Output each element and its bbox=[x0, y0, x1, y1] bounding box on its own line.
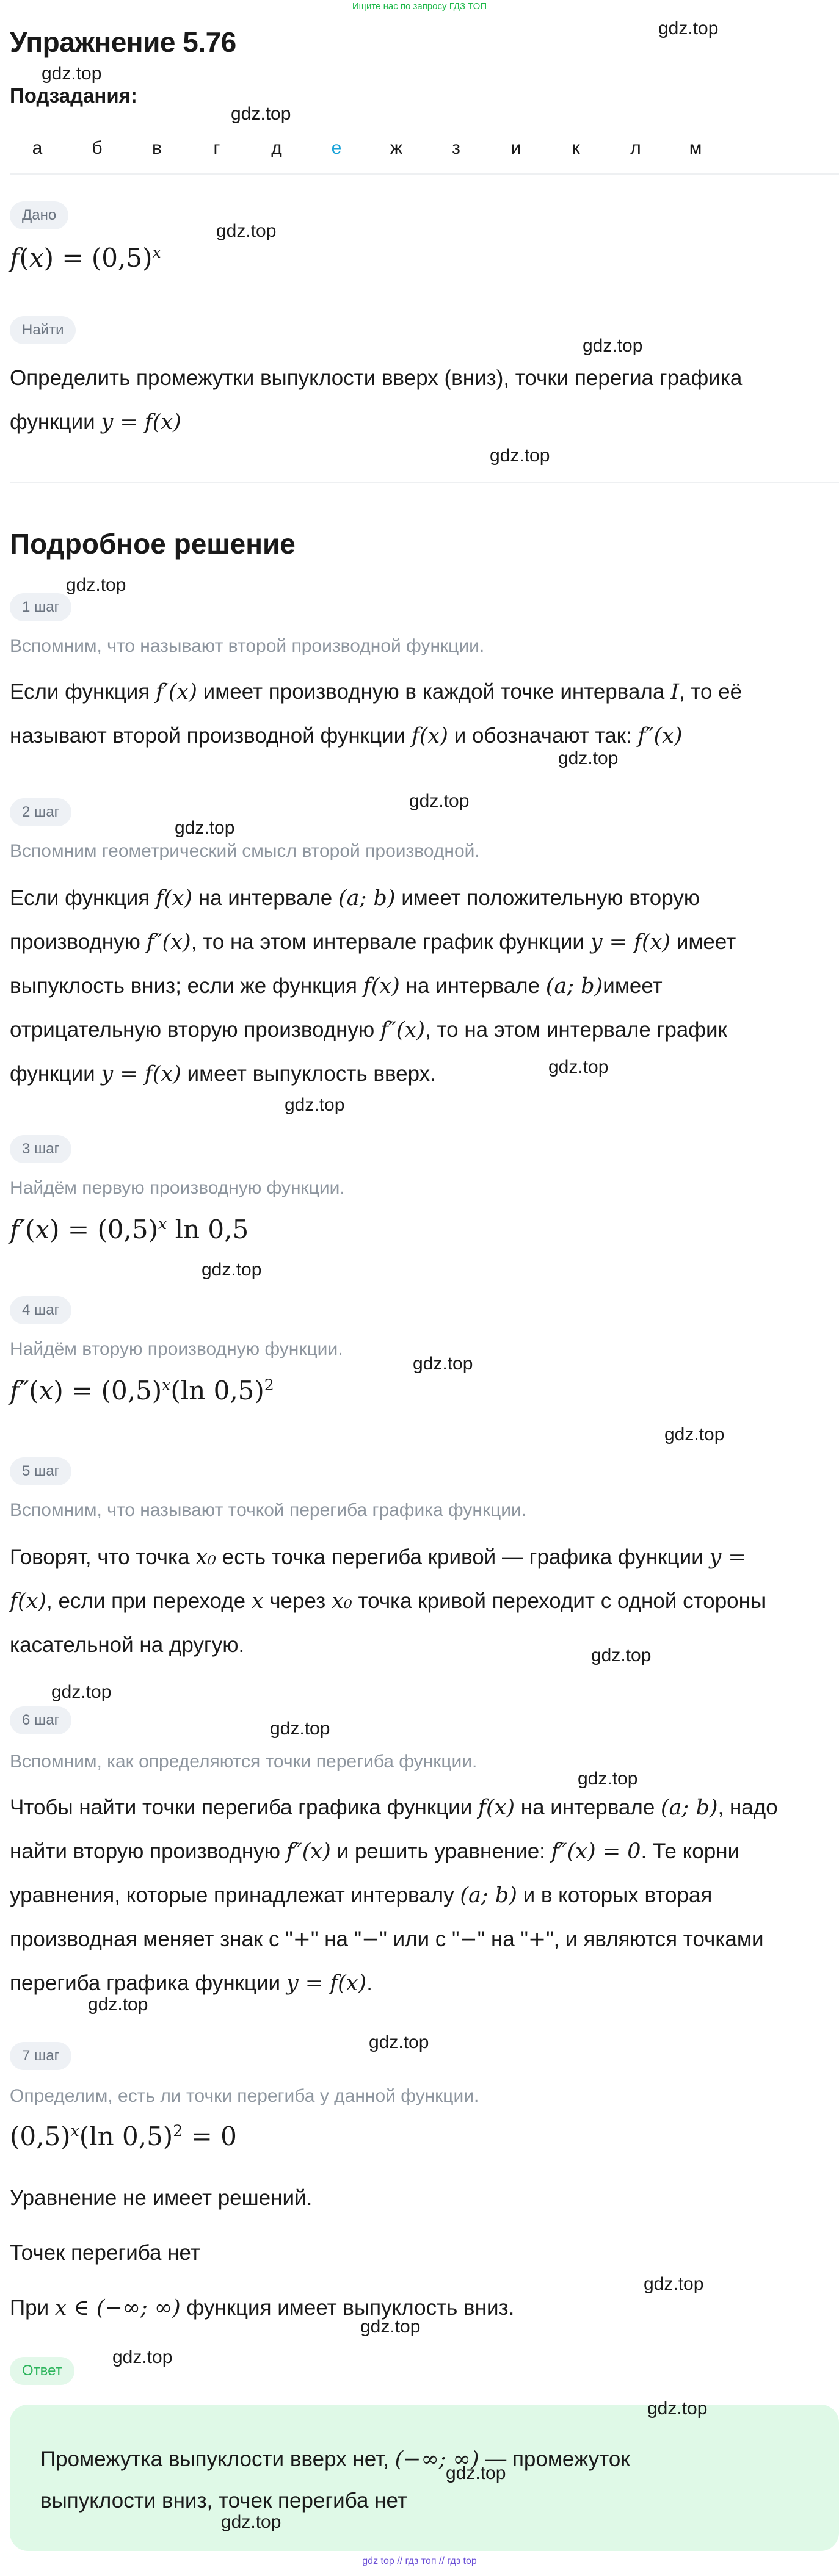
watermark: gdz.top bbox=[664, 1424, 725, 1445]
watermark: gdz.top bbox=[285, 1095, 345, 1115]
watermark: gdz.top bbox=[270, 1719, 330, 1739]
given-pill: Дано bbox=[10, 201, 68, 229]
subtasks-label: Подзадания: bbox=[10, 84, 137, 107]
step-4-formula: $f''(x) = (0,5)^x(\ln$ 0,5)$^2$ bbox=[10, 1376, 274, 1405]
step-7-line-1: Уравнение не имеет решений. bbox=[10, 2186, 313, 2210]
watermark: gdz.top bbox=[413, 1354, 473, 1374]
tab-e[interactable]: е bbox=[309, 131, 364, 175]
step-5-text: Говорят, что точка x₀ есть точка перегиба кривой — графика функции y = f(x), если при переходе x через x₀ точка кривой переходит с одной стороны касательной на другую. bbox=[10, 1545, 766, 1657]
tab-g[interactable]: г bbox=[213, 138, 220, 158]
watermark: gdz.top bbox=[647, 2398, 708, 2419]
watermark: gdz.top bbox=[216, 221, 277, 241]
tab-zh[interactable]: ж bbox=[390, 138, 403, 158]
watermark: gdz.top bbox=[42, 63, 102, 84]
step-3-hint: Найдём первую производную функции. bbox=[10, 1178, 345, 1198]
step-6 bbox=[10, 1706, 71, 1734]
watermark: gdz.top bbox=[644, 2274, 704, 2294]
step-1-pill: 1 шаг bbox=[10, 593, 71, 621]
step-4-pill: 4 шаг bbox=[10, 1296, 71, 1324]
step-6-pill: 6 шаг bbox=[10, 1706, 71, 1734]
tab-a[interactable]: а bbox=[32, 138, 43, 158]
step-7-pill: 7 шаг bbox=[10, 2042, 71, 2070]
step-3 bbox=[10, 1135, 71, 1163]
find-section bbox=[10, 316, 76, 344]
tabs-divider bbox=[10, 173, 839, 175]
watermark: gdz.top bbox=[112, 2347, 173, 2367]
answer-section bbox=[10, 2357, 74, 2385]
step-7-line-3: При x ∈ (−∞; ∞) функция имеет выпуклость вниз. bbox=[10, 2296, 515, 2320]
find-text bbox=[10, 356, 839, 444]
step-6-hint: Вспомним, как определяются точки перегиба функции. bbox=[10, 1752, 478, 1772]
step-2 bbox=[10, 798, 71, 826]
step-7-hint: Определим, есть ли точки перегиба у данной функции. bbox=[10, 2086, 479, 2106]
find-line-1: Определить промежутки выпуклости вверх (вниз), точки перегиа графика bbox=[10, 366, 743, 390]
step-3-pill: 3 шаг bbox=[10, 1135, 71, 1163]
watermark: gdz.top bbox=[51, 1682, 112, 1702]
tab-d[interactable]: д bbox=[271, 138, 282, 158]
promo-banner[interactable]: Ищите нас по запросу ГДЗ ТОП bbox=[352, 1, 487, 12]
tab-l[interactable]: л bbox=[630, 138, 641, 158]
find-line-2: функции y = f(x) bbox=[10, 410, 181, 435]
step-5-hint: Вспомним, что называют точкой перегиба графика функции. bbox=[10, 1500, 527, 1520]
section-divider bbox=[10, 482, 839, 483]
watermark: gdz.top bbox=[221, 2512, 281, 2532]
watermark: gdz.top bbox=[231, 104, 291, 124]
tab-b[interactable]: б bbox=[92, 138, 103, 158]
watermark: gdz.top bbox=[591, 1645, 652, 1665]
answer-box bbox=[10, 2405, 839, 2551]
watermark: gdz.top bbox=[658, 18, 719, 38]
answer-text: Промежутка выпуклости вверх нет, (−∞; ∞) — промежуток выпуклости вниз, точек перегиба нет bbox=[40, 2447, 630, 2513]
step-3-formula: $f'(x) = (0,5)^x$ ln 0,5 bbox=[10, 1214, 249, 1244]
tab-v[interactable]: в bbox=[152, 138, 162, 158]
watermark: gdz.top bbox=[558, 748, 619, 768]
step-5-pill: 5 шаг bbox=[10, 1457, 71, 1485]
watermark: gdz.top bbox=[583, 336, 643, 356]
watermark: gdz.top bbox=[202, 1260, 262, 1280]
watermark: gdz.top bbox=[409, 791, 470, 811]
watermark: gdz.top bbox=[175, 818, 235, 838]
step-6-text: Чтобы найти точки перегиба графика функции f(x) на интервале (a; b), надо найти вторую производную f″(x) и решить уравнение: f″(x) = 0. Те корни уравнения, которые принадлежат интервалу (a; b) и в которых вторая производная меняет знак с "+" на "−" или с "−" на "+", и являются точками перегиба графика функции y = f(x). bbox=[10, 1795, 778, 1996]
given-section bbox=[10, 201, 68, 229]
tab-m[interactable]: м bbox=[689, 138, 702, 158]
solution-title: Подробное решение bbox=[10, 528, 296, 560]
step-4-hint: Найдём вторую производную функции. bbox=[10, 1339, 343, 1359]
subtask-tabs bbox=[10, 131, 839, 175]
tab-z[interactable]: з bbox=[452, 138, 460, 158]
find-pill: Найти bbox=[10, 316, 76, 344]
footer-links[interactable]: gdz top // гдз топ // гдз top bbox=[362, 2556, 477, 2566]
step-7 bbox=[10, 2042, 71, 2070]
step-4 bbox=[10, 1296, 71, 1324]
watermark: gdz.top bbox=[446, 2463, 506, 2483]
step-2-text: Если функция f(x) на интервале (a; b) имеет положительную вторую производную f″(x), то на этом интервале график функции y = f(x) имеет выпуклость вниз; если же функция f(x) на интервале (a; b)имеет отрицательную вторую производную f″(x), то на этом интервале график функции y = f(x) имеет выпуклость вверх. bbox=[10, 886, 736, 1086]
step-7-line-2: Точек перегиба нет bbox=[10, 2241, 200, 2265]
given-formula: $f(x) = (0,5)^x$ bbox=[10, 243, 161, 273]
step-5 bbox=[10, 1457, 71, 1485]
page-title: Упражнение 5.76 bbox=[10, 26, 236, 58]
step-1 bbox=[10, 593, 71, 621]
step-2-hint: Вспомним геометрический смысл второй производной. bbox=[10, 841, 480, 861]
step-2-pill: 2 шаг bbox=[10, 798, 71, 826]
step-7-formula: $(0,5)^x(\ln$ 0,5)$^2$ = 0 bbox=[10, 2121, 237, 2151]
watermark: gdz.top bbox=[490, 446, 550, 466]
tab-i[interactable]: и bbox=[510, 138, 521, 158]
step-1-text: Если функция f′(x) имеет производную в каждой точке интервала I, то её называют второй производной функции f(x) и обозначают так: f″(x) bbox=[10, 680, 743, 748]
watermark: gdz.top bbox=[578, 1769, 638, 1789]
watermark: gdz.top bbox=[88, 1994, 148, 2015]
watermark: gdz.top bbox=[548, 1057, 609, 1077]
watermark: gdz.top bbox=[66, 575, 126, 595]
answer-pill: Ответ bbox=[10, 2357, 74, 2385]
watermark: gdz.top bbox=[369, 2032, 429, 2052]
step-1-hint: Вспомним, что называют второй производной функции. bbox=[10, 636, 485, 656]
tab-k[interactable]: к bbox=[572, 138, 580, 158]
watermark: gdz.top bbox=[360, 2317, 421, 2337]
